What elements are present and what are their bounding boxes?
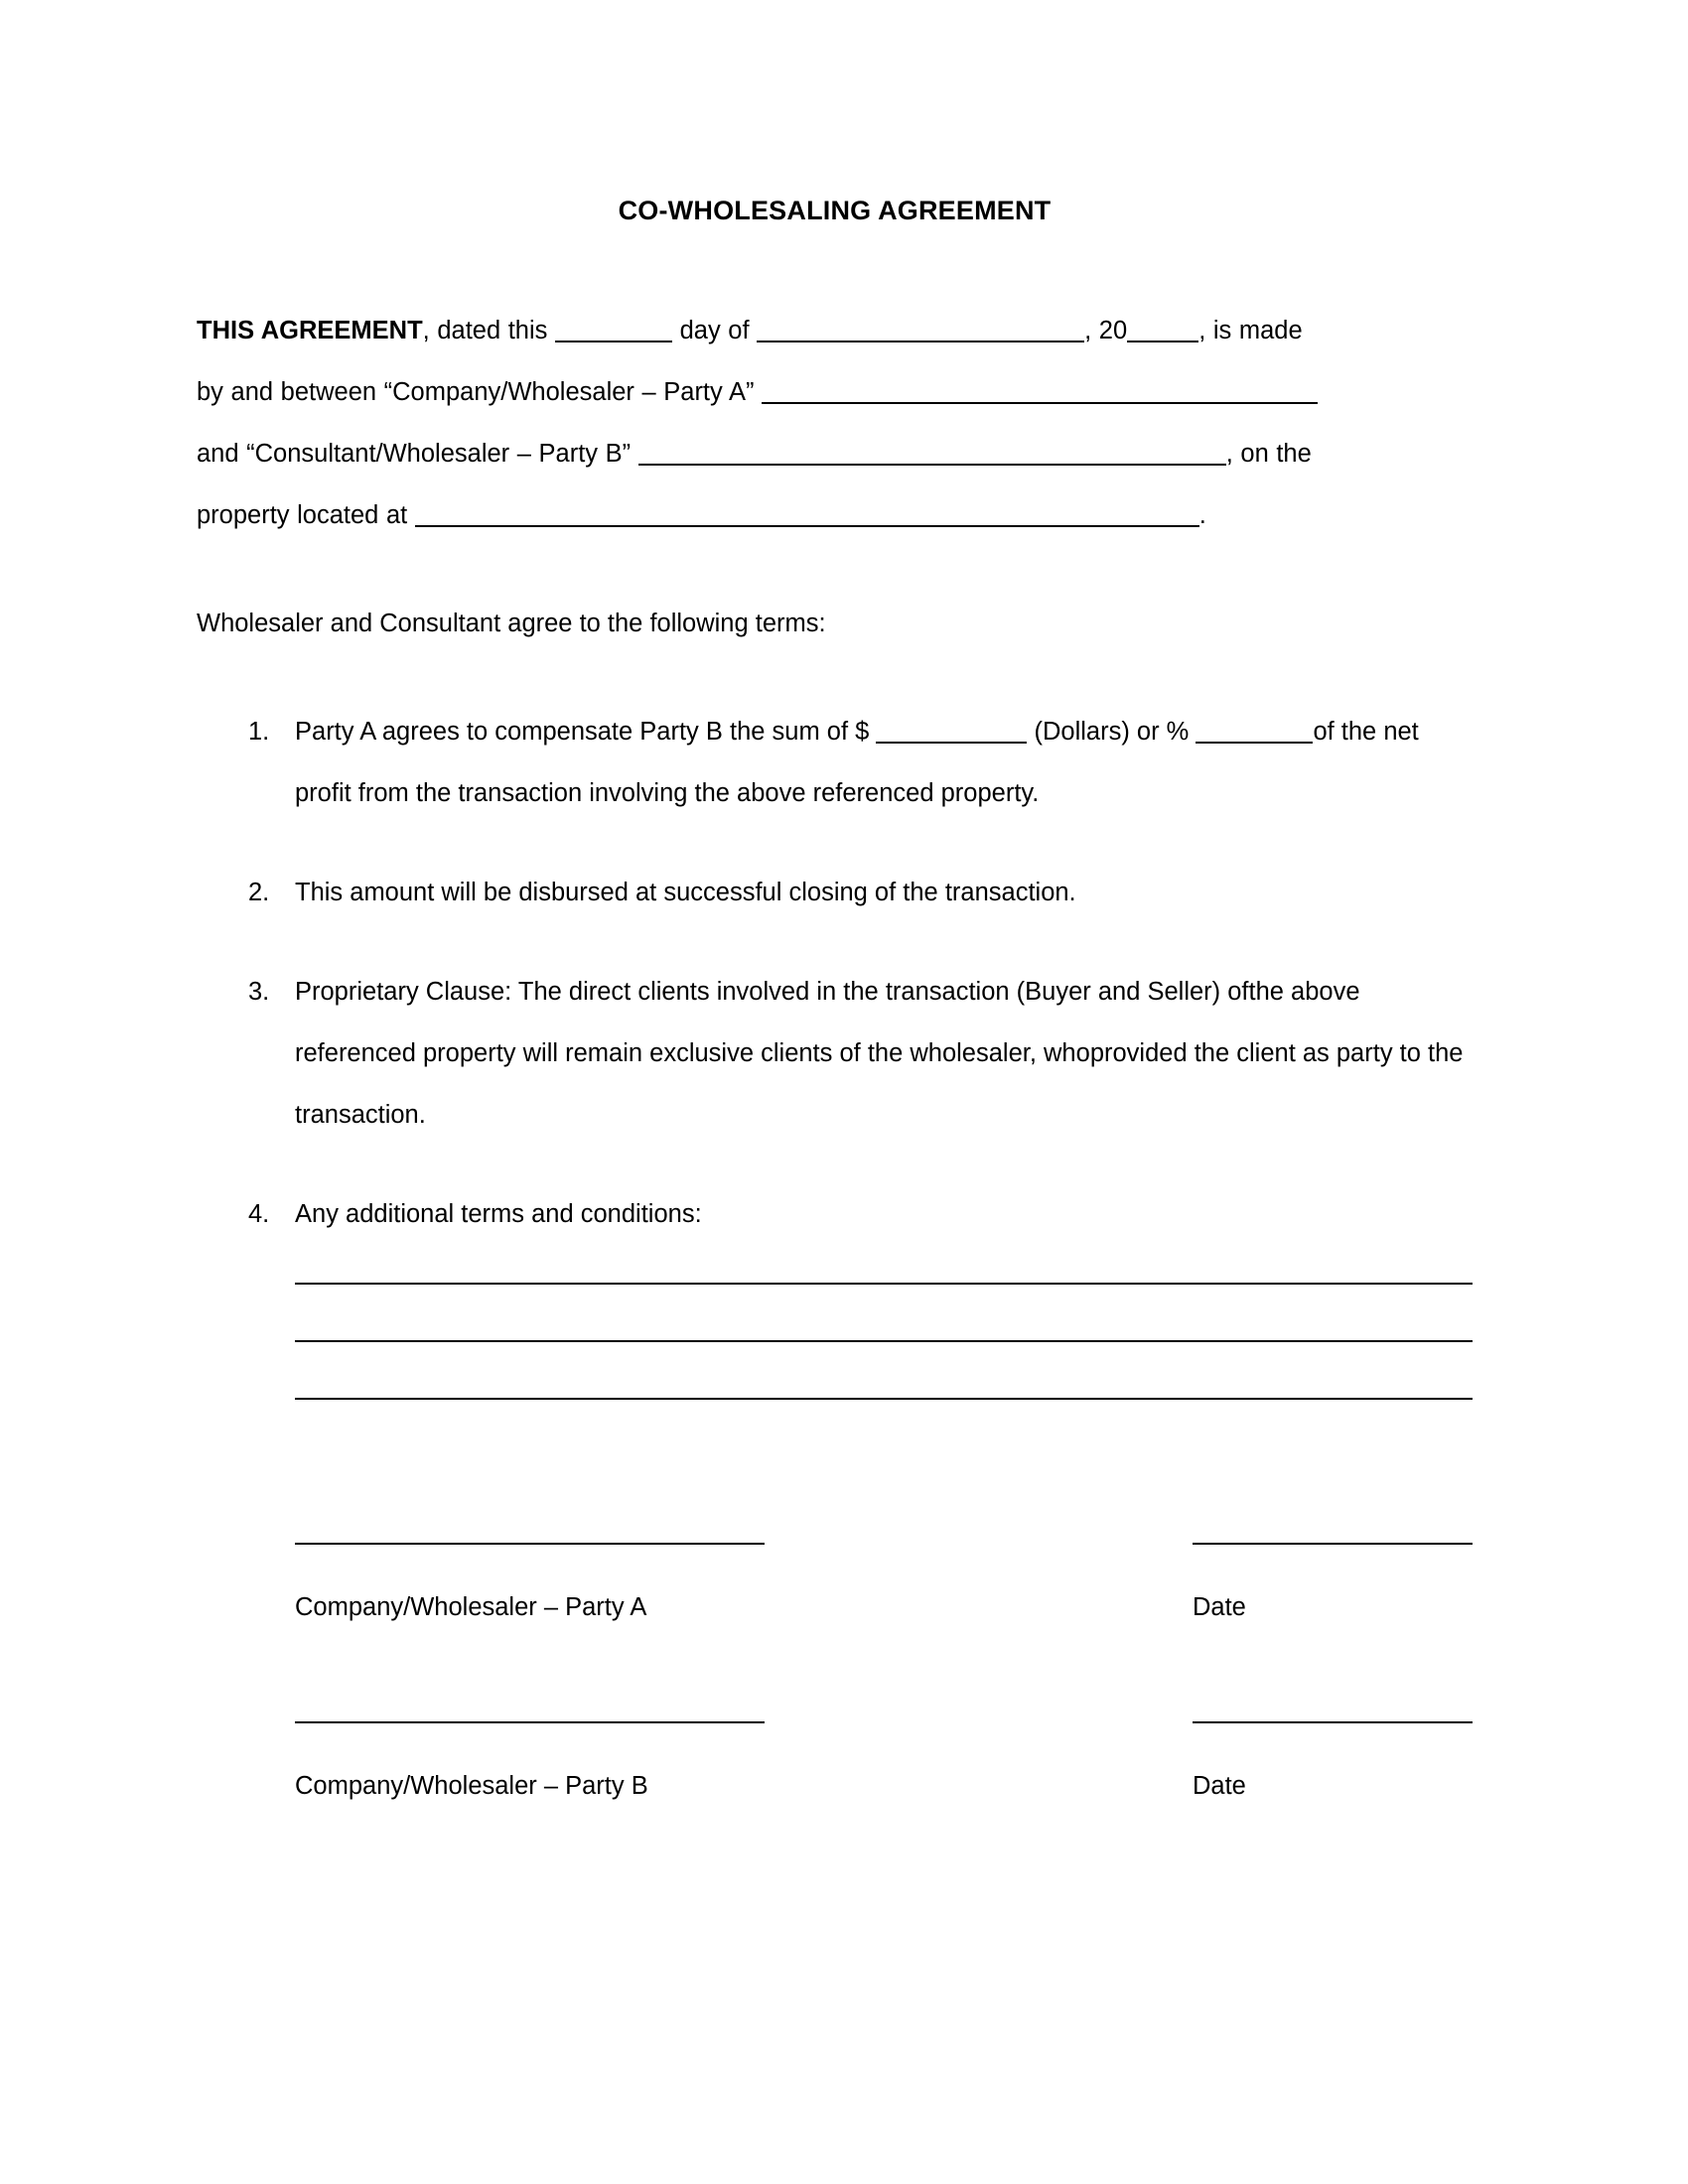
intro-day-of-text: day of xyxy=(672,317,758,345)
term-body-2: This amount will be disbursed at successful closing of the transaction. xyxy=(295,879,1076,907)
signature-date-line-party-b[interactable] xyxy=(1193,1721,1473,1723)
additional-terms-line-1[interactable] xyxy=(295,1283,1473,1285)
term-number-3: 3. xyxy=(248,978,270,1007)
term-1-line-2: of the net profit from the transaction involving the above referenced property. xyxy=(295,718,1419,808)
term-3-line-2: the above referenced property will remain exclusive clients of the wholesaler, who xyxy=(295,978,1360,1068)
intro-year-prefix-text: , 20 xyxy=(1084,317,1128,345)
intro-line-4 xyxy=(197,484,1473,546)
term-item-1 xyxy=(197,701,1473,824)
property-address-blank-field[interactable] xyxy=(415,505,1199,527)
additional-terms-line-2[interactable] xyxy=(295,1340,1473,1342)
party-b-name-blank-field[interactable] xyxy=(638,444,1226,466)
month-blank-field[interactable] xyxy=(757,321,1084,342)
signature-line-party-a[interactable] xyxy=(295,1543,765,1545)
intro-line-2 xyxy=(197,361,1473,423)
document-content xyxy=(197,0,1473,1878)
intro-paragraph xyxy=(197,300,1473,546)
term-3-line-3: provided the client as party to the transaction. xyxy=(295,1039,1464,1130)
intro-line-3 xyxy=(197,423,1473,484)
signature-date-label-party-b: Date xyxy=(1193,1772,1246,1801)
page-title: CO-WHOLESALING AGREEMENT xyxy=(618,196,1052,225)
term-body-1 xyxy=(295,701,1473,824)
signature-label-party-a: Company/Wholesaler – Party A xyxy=(295,1593,647,1622)
day-blank-field[interactable] xyxy=(555,321,672,342)
intro-on-the-text: , on the xyxy=(1225,440,1312,469)
signature-label-party-b: Company/Wholesaler – Party B xyxy=(295,1772,648,1801)
intro-agreement-lead: THIS AGREEMENT xyxy=(197,317,423,345)
term-number-1: 1. xyxy=(248,718,270,747)
term-item-2 xyxy=(197,862,1473,923)
year-blank-field[interactable] xyxy=(1127,321,1198,342)
term-number-2: 2. xyxy=(248,879,270,907)
term-number-4: 4. xyxy=(248,1200,270,1229)
intro-period-text: . xyxy=(1198,501,1206,530)
signature-lines-party-a xyxy=(197,1521,1473,1561)
signature-line-party-b[interactable] xyxy=(295,1721,765,1723)
terms-list xyxy=(197,701,1473,1245)
compensation-dollars-blank-field[interactable] xyxy=(876,722,1027,744)
term-body-3 xyxy=(295,961,1473,1146)
intro-line-1 xyxy=(197,300,1473,361)
signature-date-line-party-a[interactable] xyxy=(1193,1543,1473,1545)
additional-terms-blank-lines xyxy=(197,1283,1473,1400)
signature-lines-party-b xyxy=(197,1700,1473,1739)
signature-labels-party-b xyxy=(197,1769,1473,1819)
party-a-name-blank-field[interactable] xyxy=(762,382,1318,404)
signature-labels-party-a xyxy=(197,1590,1473,1640)
signature-area xyxy=(197,1521,1473,1878)
compensation-percent-blank-field[interactable] xyxy=(1196,722,1313,744)
intro-party-b-text: and “Consultant/Wholesaler – Party B” xyxy=(197,440,638,469)
intro-property-text: property located at xyxy=(197,501,415,530)
term-1-dollars-or-pct-text: (Dollars) or % xyxy=(1027,718,1196,747)
term-item-3 xyxy=(197,961,1473,1146)
signature-block-party-a xyxy=(197,1521,1473,1700)
terms-lead-in: Wholesaler and Consultant agree to the following terms: xyxy=(197,610,826,638)
signature-date-label-party-a: Date xyxy=(1193,1593,1246,1622)
term-1-line-1 xyxy=(295,718,1313,746)
intro-is-made-text: , is made xyxy=(1198,317,1303,345)
additional-terms-line-3[interactable] xyxy=(295,1398,1473,1400)
term-1-compensate-text: Party A agrees to compensate Party B the sum of $ xyxy=(295,718,877,747)
signature-block-party-b xyxy=(197,1700,1473,1878)
term-body-4: Any additional terms and conditions: xyxy=(295,1200,702,1229)
term-item-4 xyxy=(197,1183,1473,1245)
intro-party-a-text: by and between “Company/Wholesaler – Party A” xyxy=(197,378,763,407)
term-3-line-1: Proprietary Clause: The direct clients involved in the transaction (Buyer and Seller) of xyxy=(295,978,1249,1007)
intro-dated-this-text: , dated this xyxy=(422,317,555,345)
